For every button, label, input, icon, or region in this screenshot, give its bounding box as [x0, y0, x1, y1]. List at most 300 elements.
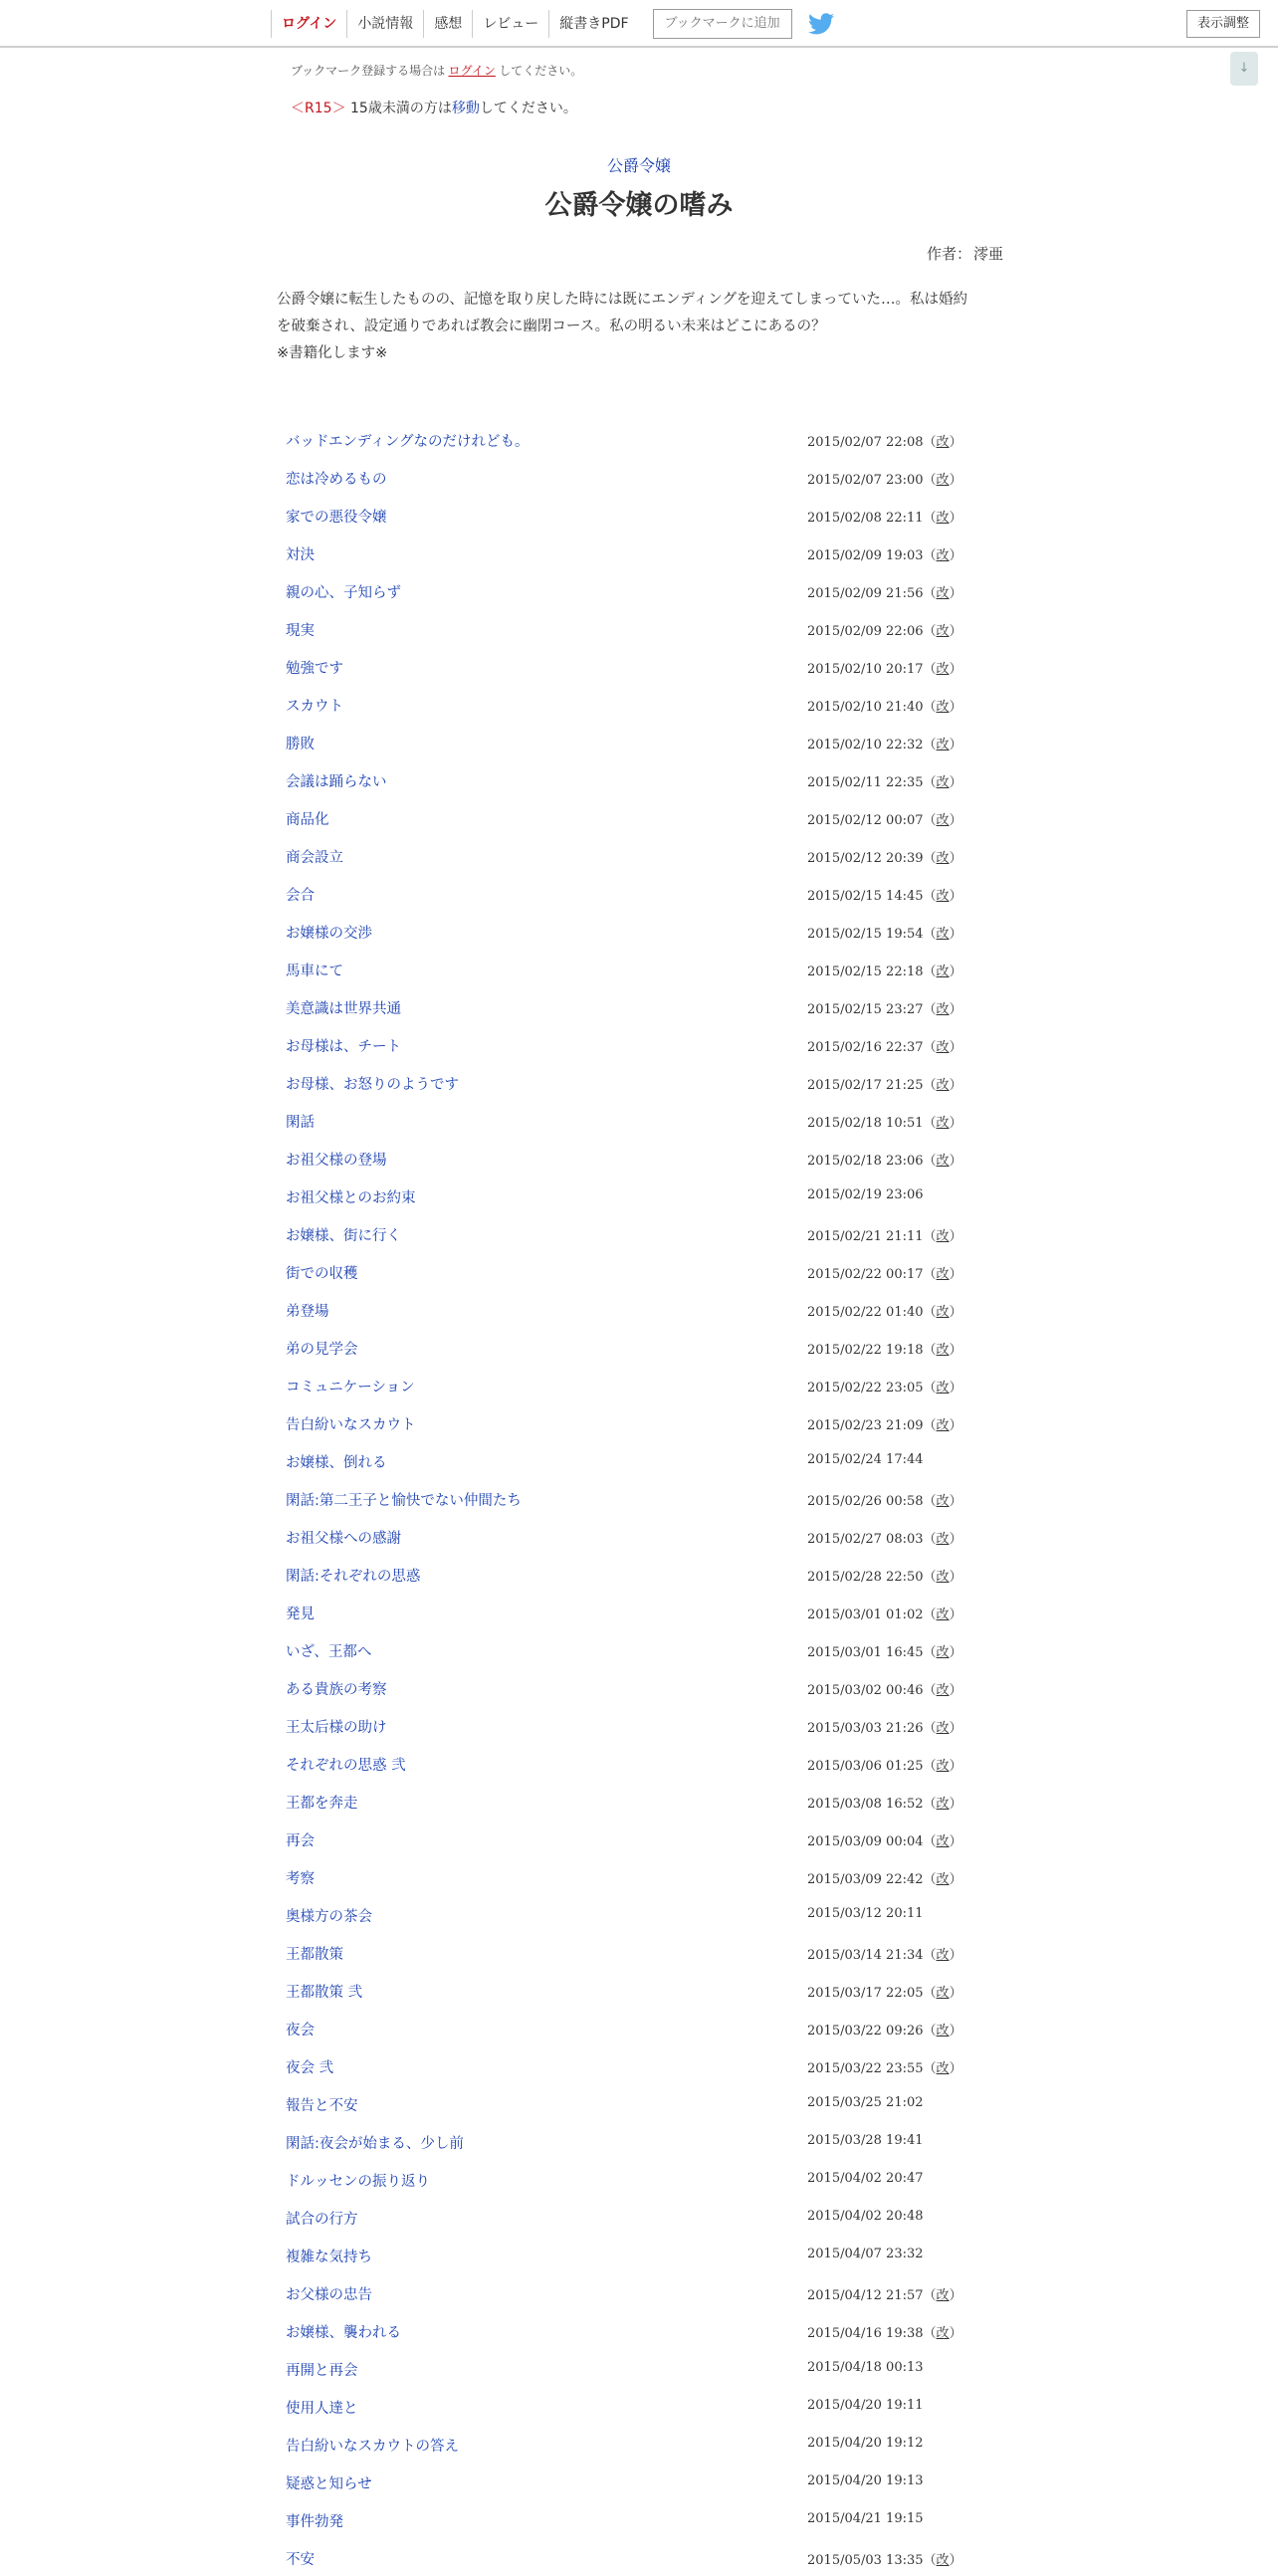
- chapter-date-value: 2015/03/03 21:26: [807, 1721, 924, 1736]
- revised-bracket-close: ）: [949, 2326, 962, 2341]
- revised-marker[interactable]: 改: [936, 2553, 950, 2568]
- chapter-title-link[interactable]: 街での収穫: [286, 1266, 358, 1282]
- revised-bracket-open: （: [923, 662, 937, 677]
- revised-marker[interactable]: 改: [936, 1002, 950, 1017]
- chapter-row: [277, 458, 1003, 496]
- chapter-date: [807, 2133, 924, 2148]
- chapter-row: [277, 1403, 1003, 1441]
- revised-bracket-open: （: [923, 1532, 937, 1547]
- revised-bracket-close: ）: [949, 1948, 962, 1963]
- chapter-date: [807, 1414, 962, 1433]
- revised-marker[interactable]: 改: [936, 511, 950, 526]
- chapter-date-value: 2015/04/07 23:32: [807, 2247, 924, 2261]
- chapter-row: [277, 1857, 1003, 1895]
- chapter-date: [807, 809, 962, 828]
- chapter-row: [277, 2160, 1003, 2198]
- revised-marker[interactable]: 改: [936, 1948, 950, 1963]
- chapter-date: [807, 1074, 962, 1093]
- synopsis: [277, 287, 1013, 367]
- chapter-date-value: 2015/02/15 19:54: [807, 927, 924, 942]
- chapter-date-value: 2015/02/07 22:08: [807, 435, 924, 450]
- chapter-date: [807, 1906, 924, 1921]
- series-title-link[interactable]: 公爵令嬢: [606, 156, 671, 175]
- add-bookmark-button[interactable]: ブックマークに追加: [653, 9, 792, 39]
- revised-marker[interactable]: 改: [936, 586, 950, 601]
- chapter-date-value: 2015/02/15 22:18: [807, 965, 924, 979]
- chapter-row: [277, 2009, 1003, 2046]
- revised-bracket-open: （: [923, 1608, 937, 1622]
- chapter-title-link[interactable]: 美意識は世界共通: [286, 1001, 401, 1017]
- chapter-row: [277, 987, 1003, 1025]
- revised-bracket-open: （: [923, 1986, 937, 2001]
- chapter-title-link[interactable]: 不安: [286, 2552, 315, 2568]
- chapter-row: [277, 1517, 1003, 1555]
- chapter-title-link[interactable]: お嬢様、襲われる: [286, 2325, 401, 2341]
- revised-bracket-open: （: [923, 1154, 937, 1169]
- chapter-row: [277, 1744, 1003, 1782]
- chapter-title-link[interactable]: 弟登場: [286, 1304, 329, 1320]
- revised-marker[interactable]: 改: [936, 548, 950, 563]
- chapter-title-link[interactable]: 疑惑と知らせ: [286, 2476, 372, 2492]
- chapter-title-link[interactable]: 夜会: [286, 2023, 315, 2039]
- revised-marker[interactable]: 改: [936, 624, 950, 639]
- chapter-date: [807, 1263, 962, 1282]
- revised-marker[interactable]: 改: [936, 1229, 950, 1244]
- chapter-title-link[interactable]: 王都散策 弐: [286, 1985, 363, 2001]
- chapter-date-value: 2015/02/12 20:39: [807, 851, 924, 866]
- revised-bracket-close: ）: [949, 1418, 962, 1433]
- revised-bracket-open: （: [923, 1078, 937, 1093]
- revised-bracket-open: （: [923, 1040, 937, 1055]
- chapter-date-value: 2015/02/16 22:37: [807, 1040, 924, 1055]
- chapter-row: [277, 1214, 1003, 1252]
- chapter-date-value: 2015/02/26 00:58: [807, 1494, 924, 1509]
- chapter-title-link[interactable]: 会合: [286, 888, 315, 904]
- revised-marker[interactable]: 改: [936, 1721, 950, 1736]
- chapter-date: [807, 771, 962, 790]
- revised-bracket-close: ）: [949, 889, 962, 904]
- revised-bracket-close: ）: [949, 2553, 962, 2568]
- chapter-title-link[interactable]: ドルッセンの振り返り: [286, 2174, 430, 2190]
- chapter-date-value: 2015/05/03 13:35: [807, 2553, 924, 2568]
- synopsis-line: ※書籍化します※: [277, 345, 388, 361]
- revised-marker[interactable]: 改: [936, 2326, 950, 2341]
- revised-marker[interactable]: 改: [936, 813, 950, 828]
- chapter-date-value: 2015/02/18 10:51: [807, 1116, 924, 1131]
- revised-bracket-open: （: [923, 2024, 937, 2039]
- chapter-date-value: 2015/03/01 01:02: [807, 1608, 924, 1622]
- revised-marker[interactable]: 改: [936, 1418, 950, 1433]
- chapter-date-value: 2015/03/02 00:46: [807, 1683, 924, 1698]
- chapter-date-value: 2015/03/22 23:55: [807, 2061, 924, 2076]
- chapter-date: [807, 469, 962, 488]
- chapter-date-value: 2015/03/09 00:04: [807, 1834, 924, 1849]
- revised-marker[interactable]: 改: [936, 2061, 950, 2076]
- chapter-row: [277, 2122, 1003, 2160]
- chapter-row: [277, 2273, 1003, 2311]
- top-navigation-bar: [0, 0, 1278, 48]
- revised-marker[interactable]: 改: [936, 1116, 950, 1131]
- chapter-date-value: 2015/03/01 16:45: [807, 1645, 924, 1660]
- revised-bracket-open: （: [923, 889, 937, 904]
- author-line: [927, 243, 1003, 264]
- chapter-title-link[interactable]: 馬車にて: [286, 964, 343, 979]
- chapter-row: [277, 950, 1003, 987]
- revised-marker[interactable]: 改: [936, 1570, 950, 1585]
- chapter-title-link[interactable]: 家での悪役令嬢: [286, 510, 387, 526]
- chapter-date: [807, 1566, 962, 1585]
- revised-bracket-open: （: [923, 1872, 937, 1887]
- chapter-date: [807, 507, 962, 526]
- chapter-date-value: 2015/04/02 20:47: [807, 2171, 924, 2186]
- chapter-title-link[interactable]: 閑話:それぞれの思惑: [286, 1569, 421, 1585]
- revised-bracket-open: （: [923, 473, 937, 488]
- novel-nav: [271, 10, 834, 38]
- revised-marker[interactable]: 改: [936, 700, 950, 715]
- revised-bracket-close: ）: [949, 1645, 962, 1660]
- revised-bracket-open: （: [923, 1494, 937, 1509]
- nav-vertical-pdf-link[interactable]: 縦書きPDF: [548, 10, 638, 38]
- revised-marker[interactable]: 改: [936, 1305, 950, 1320]
- chapter-title-link[interactable]: お嬢様、街に行く: [286, 1228, 401, 1244]
- chapter-date: [807, 1112, 962, 1131]
- revised-bracket-open: （: [923, 511, 937, 526]
- revised-marker[interactable]: 改: [936, 1759, 950, 1774]
- revised-marker[interactable]: 改: [936, 2288, 950, 2303]
- revised-bracket-close: ）: [949, 435, 962, 450]
- chapter-row: [277, 609, 1003, 647]
- chapter-title-link[interactable]: 試合の行方: [286, 2212, 358, 2228]
- chapter-title-link[interactable]: お母様、お怒りのようです: [286, 1077, 459, 1093]
- revised-marker[interactable]: 改: [936, 1608, 950, 1622]
- bookmark-notice-login-link[interactable]: ログイン: [448, 64, 496, 78]
- chapter-title-link[interactable]: 会議は踊らない: [286, 774, 387, 790]
- chapter-row: [277, 2387, 1003, 2425]
- chapter-date: [807, 1641, 962, 1660]
- revised-bracket-open: （: [923, 1229, 937, 1244]
- nav-login-link[interactable]: ログイン: [271, 10, 346, 38]
- chapter-date-value: 2015/02/19 23:06: [807, 1187, 924, 1202]
- r15-text: 15歳未満の方は: [350, 101, 452, 116]
- chapter-date: [807, 1868, 962, 1887]
- revised-bracket-open: （: [923, 1381, 937, 1395]
- revised-marker[interactable]: 改: [936, 1834, 950, 1849]
- chapter-title-link[interactable]: スカウト: [286, 699, 343, 715]
- display-settings-button[interactable]: 表示調整: [1186, 10, 1260, 38]
- chapter-title-link[interactable]: 複雑な気持ち: [286, 2250, 372, 2265]
- chapter-date: [807, 2436, 924, 2451]
- chapter-date-value: 2015/04/12 21:57: [807, 2288, 924, 2303]
- chapter-title-link[interactable]: それぞれの思惑 弐: [286, 1758, 406, 1774]
- revised-marker[interactable]: 改: [936, 1532, 950, 1547]
- chapter-title-link[interactable]: 再開と再会: [286, 2363, 358, 2379]
- revised-marker[interactable]: 改: [936, 473, 950, 488]
- revised-bracket-open: （: [923, 2553, 937, 2568]
- revised-bracket-open: （: [923, 1797, 937, 1812]
- chapter-date: [807, 1528, 962, 1547]
- chapter-title-link[interactable]: お父様の忠告: [286, 2287, 372, 2303]
- revised-bracket-close: ）: [949, 473, 962, 488]
- revised-bracket-open: （: [923, 2288, 937, 2303]
- chapter-row: [277, 1101, 1003, 1139]
- revised-marker[interactable]: 改: [936, 927, 950, 942]
- chapter-date-value: 2015/02/11 22:35: [807, 775, 924, 790]
- chapter-row: [277, 1063, 1003, 1101]
- revised-marker[interactable]: 改: [936, 435, 950, 450]
- twitter-icon[interactable]: [808, 13, 834, 35]
- chapter-date: [807, 1150, 962, 1169]
- revised-bracket-open: （: [923, 548, 937, 563]
- revised-marker[interactable]: 改: [936, 1683, 950, 1698]
- revised-bracket-close: ）: [949, 1116, 962, 1131]
- revised-bracket-open: （: [923, 1305, 937, 1320]
- chapter-row: [277, 685, 1003, 723]
- nav-review-link[interactable]: レビュー: [472, 10, 548, 38]
- author-name: 澪亜: [972, 245, 1003, 263]
- chapter-row: [277, 420, 1003, 458]
- chapter-title-link[interactable]: コミュニケーション: [286, 1380, 415, 1395]
- chapter-title-link[interactable]: 告白紛いなスカウト: [286, 1417, 416, 1433]
- chapter-row: [277, 2500, 1003, 2538]
- chapter-date-value: 2015/02/09 21:56: [807, 586, 924, 601]
- revised-marker[interactable]: 改: [936, 662, 950, 677]
- revised-bracket-close: ）: [949, 1343, 962, 1358]
- chapter-row: [277, 571, 1003, 609]
- revised-bracket-close: ）: [949, 738, 962, 752]
- chapter-date-value: 2015/04/02 20:48: [807, 2209, 924, 2224]
- chapter-date-value: 2015/02/10 20:17: [807, 662, 924, 677]
- chapter-title-link[interactable]: 夜会 弐: [286, 2060, 334, 2076]
- revised-bracket-open: （: [923, 2061, 937, 2076]
- chapter-date: [807, 2398, 924, 2413]
- chapter-date-value: 2015/03/06 01:25: [807, 1759, 924, 1774]
- chapter-date: [807, 1225, 962, 1244]
- chapter-date-value: 2015/04/20 19:13: [807, 2473, 924, 2488]
- chapter-title-link[interactable]: 勉強です: [286, 661, 343, 677]
- revised-bracket-close: ）: [949, 1683, 962, 1698]
- chapter-date: [807, 2511, 924, 2526]
- chapter-date: [807, 2360, 924, 2375]
- nav-impressions-link[interactable]: 感想: [423, 10, 472, 38]
- chapter-date: [807, 1830, 962, 1849]
- revised-bracket-open: （: [923, 1683, 937, 1698]
- chapter-title-link[interactable]: 弟の見学会: [286, 1342, 358, 1358]
- chapter-row: [277, 874, 1003, 912]
- revised-bracket-close: ）: [949, 813, 962, 828]
- revised-bracket-close: ）: [949, 1797, 962, 1812]
- chapter-date: [807, 1377, 962, 1395]
- chapter-row: [277, 2236, 1003, 2273]
- chapter-date: [807, 2095, 924, 2110]
- chapter-date-value: 2015/02/22 19:18: [807, 1343, 924, 1358]
- author-label: 作者：: [926, 245, 971, 263]
- revised-marker[interactable]: 改: [936, 2024, 950, 2039]
- chapter-date: [807, 1604, 962, 1622]
- chapter-date: [807, 2473, 924, 2488]
- chapter-date-value: 2015/02/12 00:07: [807, 813, 924, 828]
- revised-bracket-open: （: [923, 775, 937, 790]
- chapter-row: [277, 534, 1003, 571]
- revised-bracket-open: （: [923, 2326, 937, 2341]
- chapter-title-link[interactable]: 告白紛いなスカウトの答え: [286, 2439, 459, 2455]
- chapter-title-link[interactable]: 王都を奔走: [286, 1796, 358, 1812]
- chapter-date: [807, 923, 962, 942]
- chapter-date: [807, 1755, 962, 1774]
- chapter-title-link[interactable]: 奥様方の茶会: [286, 1909, 372, 1925]
- revised-marker[interactable]: 改: [936, 1797, 950, 1812]
- chapter-date: [807, 1679, 962, 1698]
- revised-marker[interactable]: 改: [936, 1154, 950, 1169]
- chapter-date-value: 2015/03/28 19:41: [807, 2133, 924, 2148]
- chapter-row: [277, 1895, 1003, 1933]
- chapter-row: [277, 2084, 1003, 2122]
- chapter-title-link[interactable]: 考察: [286, 1871, 315, 1887]
- revised-bracket-close: ）: [949, 1267, 962, 1282]
- nav-novel-info-link[interactable]: 小説情報: [346, 10, 423, 38]
- chapter-title-link[interactable]: バッドエンディングなのだけれども。: [286, 434, 530, 450]
- revised-marker[interactable]: 改: [936, 1494, 950, 1509]
- chapter-title-link[interactable]: 商会設立: [286, 850, 343, 866]
- chapter-title-link[interactable]: 王太后様の助け: [286, 1720, 387, 1736]
- chapter-row: [277, 1441, 1003, 1479]
- revised-marker[interactable]: 改: [936, 1078, 950, 1093]
- revised-bracket-close: ）: [949, 1759, 962, 1774]
- chapter-title-link[interactable]: 報告と不安: [286, 2098, 358, 2114]
- chapter-title-link[interactable]: お祖父様への感謝: [286, 1531, 401, 1547]
- revised-marker[interactable]: 改: [936, 1986, 950, 2001]
- revised-bracket-close: ）: [949, 2061, 962, 2076]
- chapter-title-link[interactable]: ある貴族の考察: [286, 1682, 387, 1698]
- revised-bracket-close: ）: [949, 662, 962, 677]
- r15-move-link[interactable]: 移動: [451, 101, 480, 116]
- revised-marker[interactable]: 改: [936, 851, 950, 866]
- revised-marker[interactable]: 改: [936, 1381, 950, 1395]
- chapter-title-link[interactable]: 使用人達と: [286, 2401, 358, 2417]
- chapter-title-link[interactable]: お嬢様、倒れる: [286, 1455, 387, 1471]
- chapter-title-link[interactable]: 閑話: [286, 1115, 315, 1131]
- chapter-date: [807, 2284, 962, 2303]
- revised-bracket-close: ）: [949, 1532, 962, 1547]
- revised-bracket-open: （: [923, 1570, 937, 1585]
- chapter-date: [807, 1982, 962, 2001]
- revised-bracket-close: ）: [949, 1078, 962, 1093]
- chapter-date-value: 2015/02/17 21:25: [807, 1078, 924, 1093]
- chapter-title-link[interactable]: 商品化: [286, 812, 329, 828]
- chapter-date: [807, 1793, 962, 1812]
- chapter-date-value: 2015/02/15 23:27: [807, 1002, 924, 1017]
- revised-bracket-open: （: [923, 851, 937, 866]
- revised-bracket-close: ）: [949, 548, 962, 563]
- chapter-date-value: 2015/02/27 08:03: [807, 1532, 924, 1547]
- chapter-date-value: 2015/03/08 16:52: [807, 1797, 924, 1812]
- chapter-title-link[interactable]: お祖父様の登場: [286, 1153, 387, 1169]
- chapter-title-link[interactable]: 再会: [286, 1833, 315, 1849]
- chapter-date-value: 2015/04/21 19:15: [807, 2511, 924, 2526]
- chapter-title-link[interactable]: いざ、王都へ: [286, 1644, 372, 1660]
- chapter-date: [807, 1339, 962, 1358]
- chapter-title-link[interactable]: 対決: [286, 547, 315, 563]
- revised-bracket-close: ）: [949, 965, 962, 979]
- chapter-title-link[interactable]: 勝敗: [286, 737, 315, 752]
- revised-marker[interactable]: 改: [936, 965, 950, 979]
- revised-bracket-open: （: [923, 965, 937, 979]
- revised-bracket-close: ）: [949, 1305, 962, 1320]
- chapter-row: [277, 1555, 1003, 1593]
- revised-bracket-open: （: [923, 1759, 937, 1774]
- revised-marker[interactable]: 改: [936, 1040, 950, 1055]
- chapter-title-link[interactable]: お母様は、チート: [286, 1039, 401, 1055]
- revised-bracket-close: ）: [949, 1040, 962, 1055]
- chapter-date-value: 2015/04/18 00:13: [807, 2360, 924, 2375]
- chapter-title-link[interactable]: 現実: [286, 623, 315, 639]
- chapter-date: [807, 2171, 924, 2186]
- chapter-date: [807, 620, 962, 639]
- chapter-title-link[interactable]: お嬢様の交渉: [286, 926, 372, 942]
- chapter-date: [807, 885, 962, 904]
- chapter-date: [807, 582, 962, 601]
- chapter-title-link[interactable]: お祖父様とのお約束: [286, 1190, 416, 1206]
- chapter-title-link[interactable]: 恋は冷めるもの: [286, 472, 387, 488]
- chapter-row: [277, 1025, 1003, 1063]
- chapter-title-link[interactable]: 王都散策: [286, 1947, 343, 1963]
- revised-marker[interactable]: 改: [936, 1343, 950, 1358]
- scroll-down-button[interactable]: ↓: [1230, 52, 1258, 86]
- chapter-list: [277, 420, 1003, 2576]
- revised-bracket-close: ）: [949, 1381, 962, 1395]
- chapter-row: [277, 1139, 1003, 1177]
- chapter-date-value: 2015/02/15 14:45: [807, 889, 924, 904]
- revised-marker[interactable]: 改: [936, 889, 950, 904]
- chapter-title-link[interactable]: 親の心、子知らず: [286, 585, 401, 601]
- novel-title: 公爵令嬢の嗜み: [544, 190, 734, 221]
- revised-bracket-close: ）: [949, 1721, 962, 1736]
- chapter-date-value: 2015/02/10 21:40: [807, 700, 924, 715]
- chapter-date: [807, 847, 962, 866]
- chapter-title-link[interactable]: 事件勃発: [286, 2514, 343, 2530]
- chapter-row: [277, 1328, 1003, 1366]
- revised-bracket-close: ）: [949, 1570, 962, 1585]
- chapter-date: [807, 1490, 962, 1509]
- chapter-row: [277, 1782, 1003, 1820]
- chapter-date-value: 2015/02/10 22:32: [807, 738, 924, 752]
- revised-marker[interactable]: 改: [936, 1645, 950, 1660]
- chapter-date: [807, 2057, 962, 2076]
- revised-bracket-open: （: [923, 435, 937, 450]
- chapter-date-value: 2015/02/09 22:06: [807, 624, 924, 639]
- chapter-date-value: 2015/02/09 19:03: [807, 548, 924, 563]
- revised-bracket-close: ）: [949, 1154, 962, 1169]
- chapter-date-value: 2015/04/20 19:12: [807, 2436, 924, 2451]
- chapter-row: [277, 2463, 1003, 2500]
- chapter-date-value: 2015/02/28 22:50: [807, 1570, 924, 1585]
- revised-marker[interactable]: 改: [936, 1872, 950, 1887]
- chapter-date: [807, 2247, 924, 2261]
- revised-bracket-open: （: [923, 1721, 937, 1736]
- revised-marker[interactable]: 改: [936, 775, 950, 790]
- revised-marker[interactable]: 改: [936, 738, 950, 752]
- chapter-date: [807, 1301, 962, 1320]
- chapter-date: [807, 998, 962, 1017]
- chapter-date: [807, 696, 962, 715]
- revised-bracket-close: ）: [949, 1002, 962, 1017]
- chapter-title-link[interactable]: 閑話:夜会が始まる、少し前: [286, 2136, 464, 2152]
- chapter-title-link[interactable]: 発見: [286, 1607, 315, 1622]
- revised-marker[interactable]: 改: [936, 1267, 950, 1282]
- chapter-title-link[interactable]: 閑話:第二王子と愉快でない仲間たち: [286, 1493, 522, 1509]
- chapter-date-value: 2015/04/16 19:38: [807, 2326, 924, 2341]
- chapter-date: [807, 431, 962, 450]
- chapter-date-value: 2015/03/25 21:02: [807, 2095, 924, 2110]
